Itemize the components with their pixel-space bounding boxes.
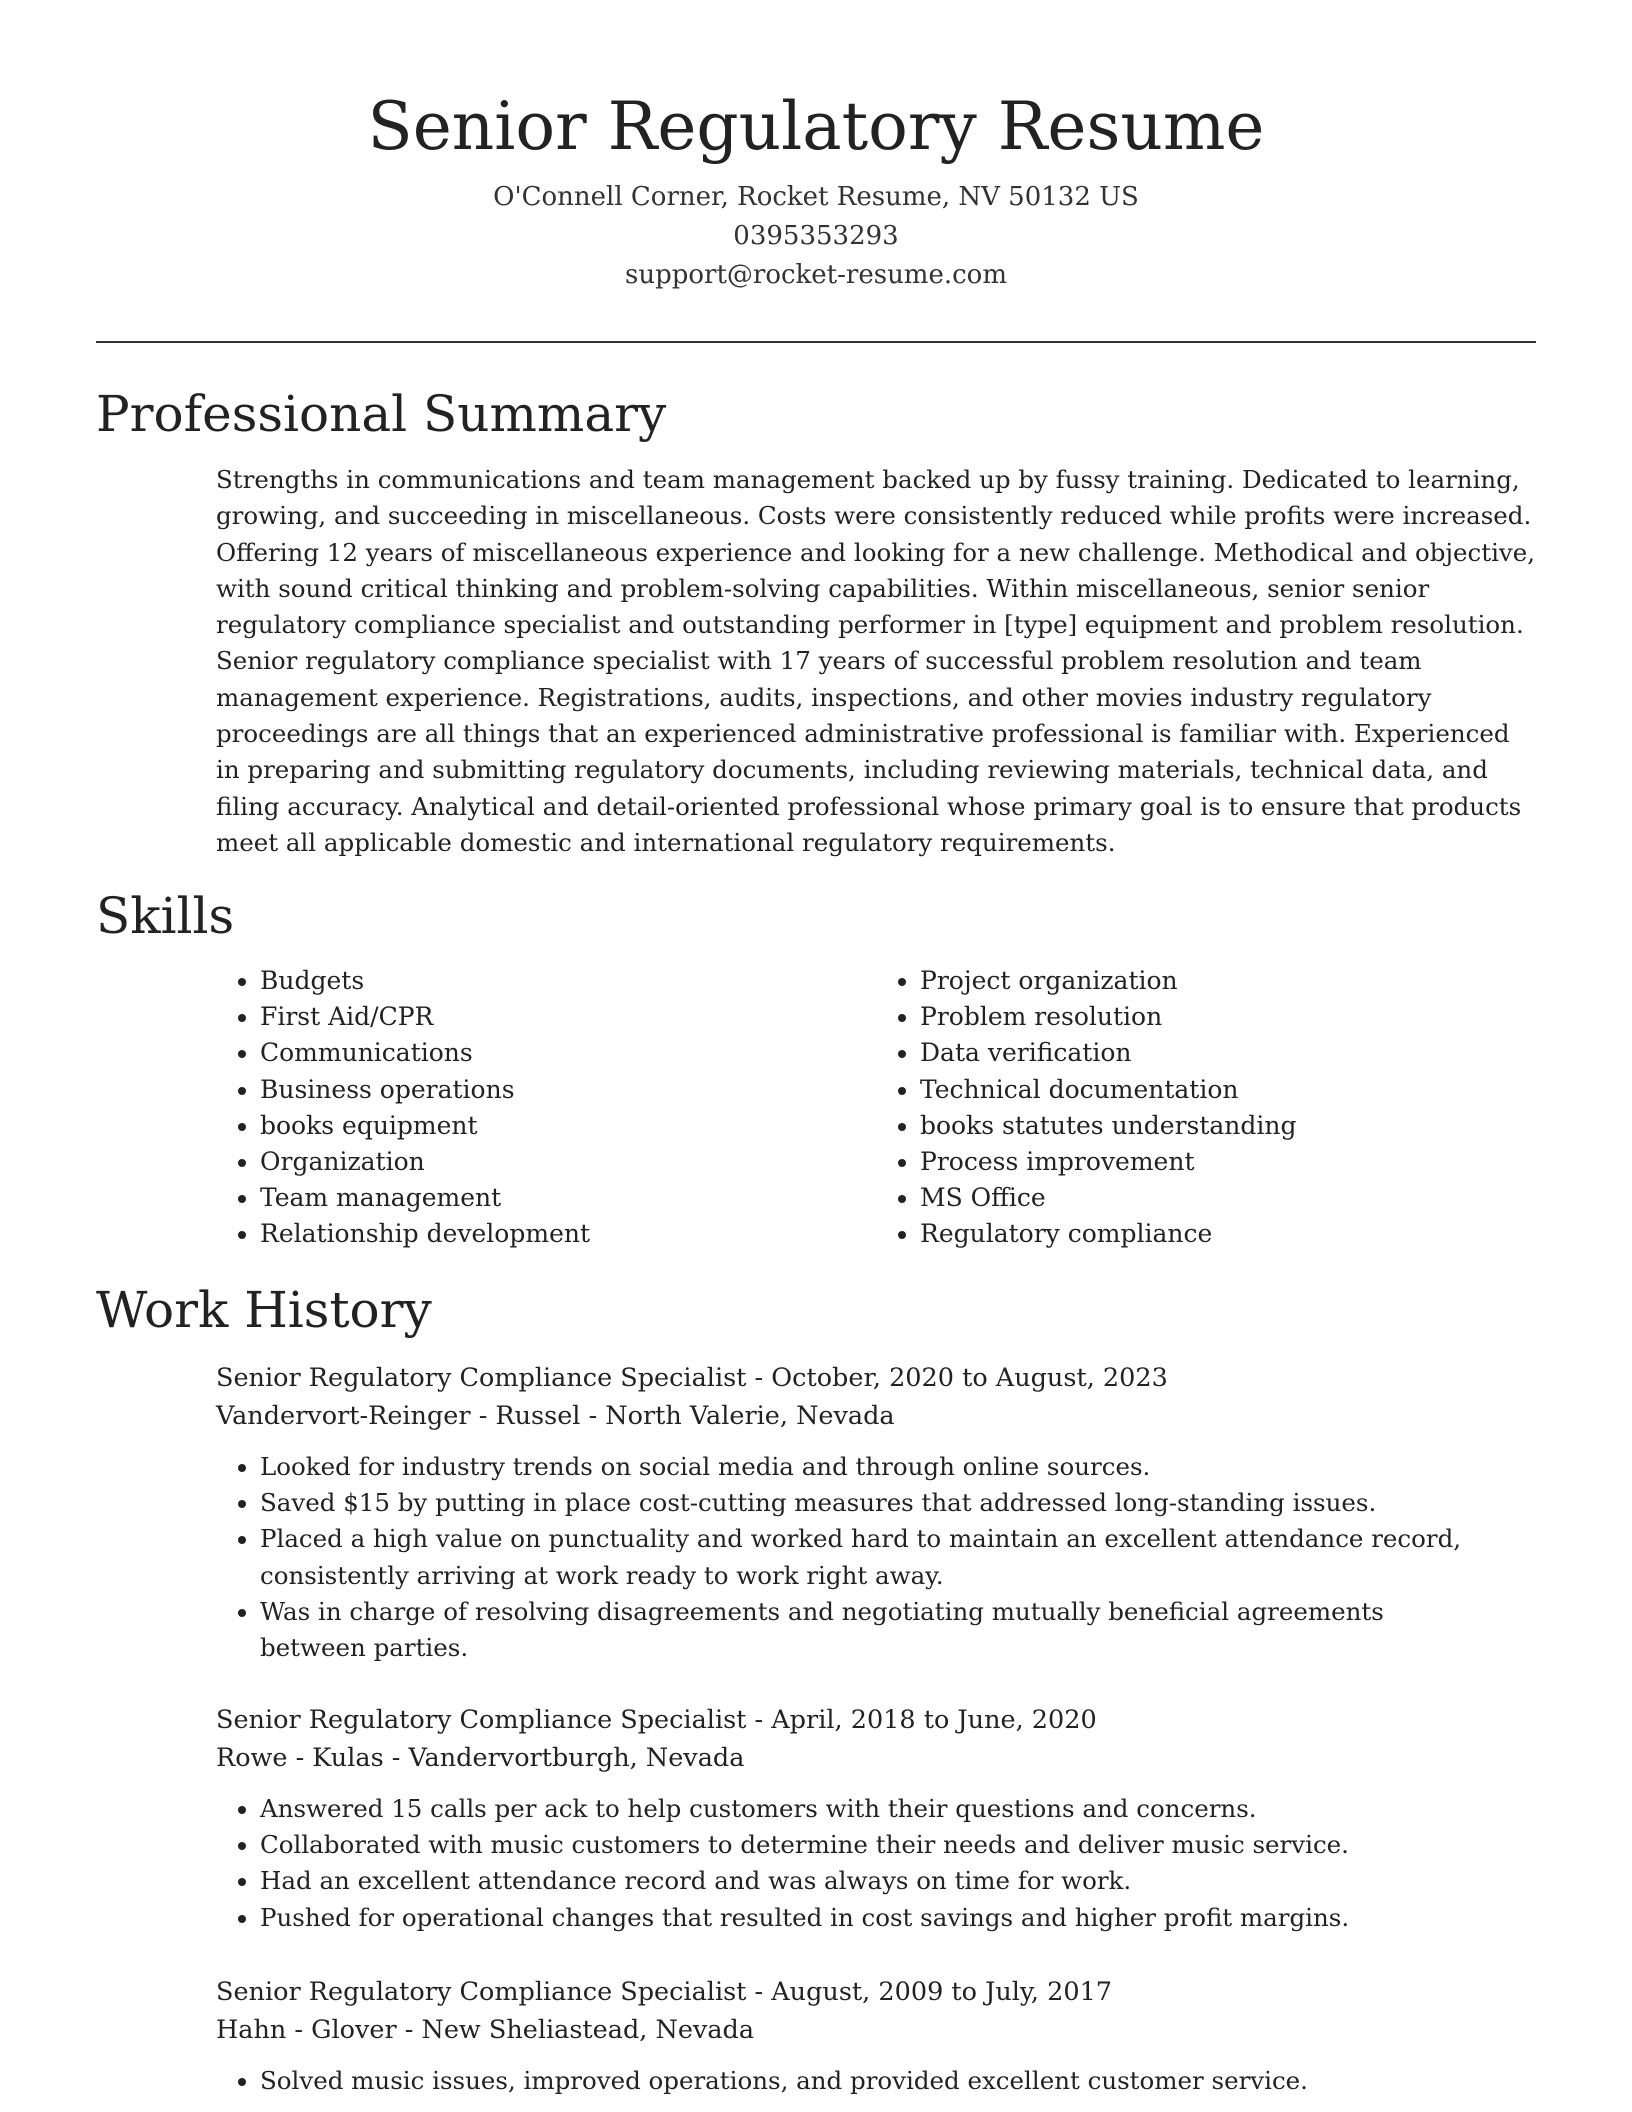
skill-item: • Data verification <box>920 1035 1536 1071</box>
skill-item: • Budgets <box>260 963 876 999</box>
job-title-line <box>216 1359 1536 1397</box>
contact-block <box>0 178 1632 295</box>
job-bullet: • Answered 15 calls per ack to help customers with their questions and concerns. <box>260 1791 1536 1827</box>
skill-item: • Technical documentation <box>920 1072 1536 1108</box>
skill-item: • Business operations <box>260 1072 876 1108</box>
job-location: New Sheliastead, Nevada <box>421 2015 755 2045</box>
job-bullet: • Saved $15 by putting in place cost-cutting measures that addressed long-standing issues. <box>260 1485 1536 1521</box>
skill-item: • Regulatory compliance <box>920 1216 1536 1252</box>
contact-address: O'Connell Corner, Rocket Resume, NV 50132 US <box>493 182 1139 212</box>
separator: - <box>580 1401 606 1431</box>
job-dates: August, 2009 to July, 2017 <box>771 1977 1113 2007</box>
job-company-line <box>216 1739 1536 1777</box>
header-divider <box>96 341 1536 343</box>
job-company-line <box>216 2011 1536 2049</box>
job-bullet: • Solved music issues, improved operations, and provided excellent customer service. <box>260 2063 1536 2099</box>
skill-item: • Organization <box>260 1144 876 1180</box>
job-bullet: • Was in charge of resolving disagreements and negotiating mutually beneficial agreements between parties. <box>260 1594 1536 1666</box>
contact-email: support@rocket-resume.com <box>624 260 1007 290</box>
job-bullet: • Had an excellent attendance record and was always on time for work. <box>260 1863 1536 1899</box>
separator: - <box>746 1977 772 2007</box>
job-dates: April, 2018 to June, 2020 <box>771 1705 1097 1735</box>
separator: - <box>746 1705 772 1735</box>
job-bullet: • Pushed for operational changes that resulted in cost savings and higher profit margins. <box>260 1900 1536 1936</box>
skill-item: • Problem resolution <box>920 999 1536 1035</box>
job-company: Rowe - Kulas <box>216 1743 384 1773</box>
job-bullet: • Looked for industry trends on social media and through online sources. <box>260 1449 1536 1485</box>
job-bullets <box>216 2063 1536 2099</box>
skill-item: • books statutes understanding <box>920 1108 1536 1144</box>
job-bullet: • Collaborated with music customers to determine their needs and deliver music service. <box>260 1827 1536 1863</box>
work-history-heading: Work History <box>96 1281 432 1339</box>
job-entry <box>216 1701 1536 1936</box>
job-bullets <box>216 1791 1536 1936</box>
summary-heading: Professional Summary <box>96 385 667 443</box>
separator: - <box>746 1363 772 1393</box>
skills-column-left <box>216 963 876 1253</box>
skill-item: • books equipment <box>260 1108 876 1144</box>
skill-item: • First Aid/CPR <box>260 999 876 1035</box>
job-company: Hahn - Glover <box>216 2015 397 2045</box>
job-title-line <box>216 1973 1536 2011</box>
job-entry <box>216 1973 1536 2099</box>
job-company-line <box>216 1397 1536 1435</box>
separator: - <box>396 2015 422 2045</box>
skill-item: • Process improvement <box>920 1144 1536 1180</box>
job-title: Senior Regulatory Compliance Specialist <box>216 1977 747 2007</box>
skills-list <box>216 963 1536 1253</box>
separator: - <box>383 1743 409 1773</box>
skill-item: • Project organization <box>920 963 1536 999</box>
job-bullet: • Placed a high value on punctuality and worked hard to maintain an excellent attendance record, consistently arriving at work ready to work right away. <box>260 1521 1536 1593</box>
skill-item: • MS Office <box>920 1180 1536 1216</box>
job-location: Vandervortburgh, Nevada <box>408 1743 745 1773</box>
job-bullets <box>216 1449 1536 1666</box>
job-company: Vandervort-Reinger - Russel <box>216 1401 581 1431</box>
resume-header <box>0 0 1632 295</box>
contact-phone: 0395353293 <box>733 221 899 251</box>
summary-text: Strengths in communications and team management backed up by fussy training. Dedicated to learning, growing, and succeeding in miscellaneous. Costs were consistently reduced while profits were increased. Offering 12 years of miscellaneous experience and looking for a new challenge. Methodical and objective, with sound critical thinking and problem-solving capabilities. Within miscellaneous, senior senior regulatory compliance specialist and outstanding performer in [type] equipment and problem resolution. Senior regulatory compliance specialist with 17 years of successful problem resolution and team management experience. Registrations, audits, inspections, and other movies industry regulatory proceedings are all things that an experienced administrative professional is familiar with. Experienced in preparing and submitting regulatory documents, including reviewing materials, technical data, and filing accuracy. Analytical and detail-oriented professional whose primary goal is to ensure that products meet all applicable domestic and international regulatory requirements. <box>216 465 1536 857</box>
job-dates: October, 2020 to August, 2023 <box>771 1363 1168 1393</box>
resume-title: Senior Regulatory Resume <box>367 88 1265 165</box>
job-entry <box>216 1359 1536 1666</box>
skills-heading: Skills <box>96 887 235 945</box>
skill-item: • Relationship development <box>260 1216 876 1252</box>
job-title: Senior Regulatory Compliance Specialist <box>216 1363 747 1393</box>
skill-item: • Communications <box>260 1035 876 1071</box>
job-location: North Valerie, Nevada <box>605 1401 895 1431</box>
job-title-line <box>216 1701 1536 1739</box>
skill-item: • Team management <box>260 1180 876 1216</box>
skills-column-right <box>876 963 1536 1253</box>
job-title: Senior Regulatory Compliance Specialist <box>216 1705 747 1735</box>
